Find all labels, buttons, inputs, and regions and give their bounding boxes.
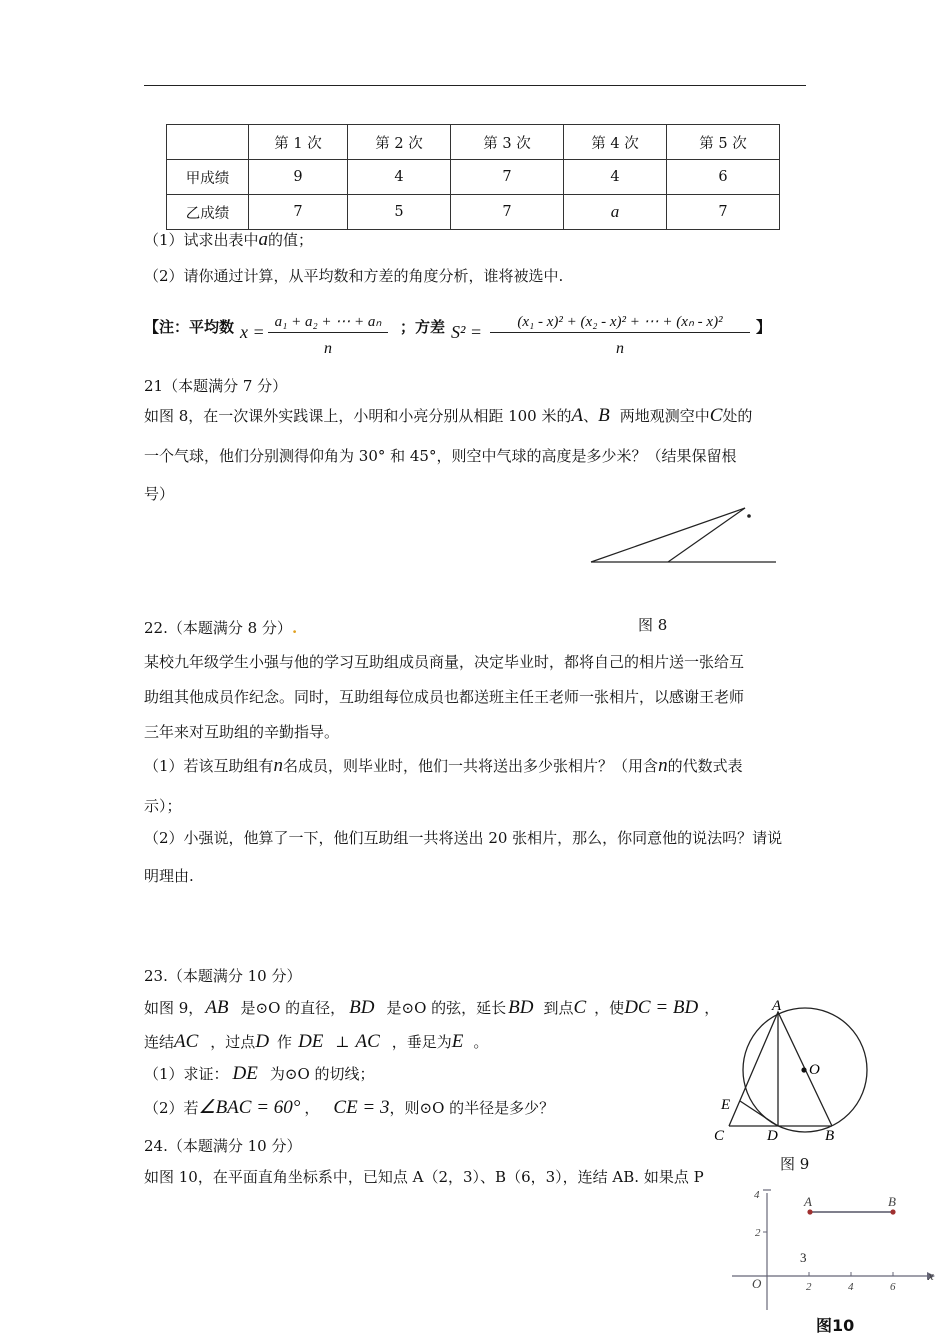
point-a [807, 1209, 812, 1214]
table-cell: 7 [667, 195, 780, 230]
table-header-cell: 第 4 次 [564, 125, 667, 160]
point-b [890, 1209, 895, 1214]
table-cell: 9 [249, 160, 348, 195]
origin-label: O [752, 1276, 762, 1291]
variance-numerator: (x₁ - x)² + (x₂ - x)² + ⋯ + (xₙ - x)² [490, 312, 750, 333]
q20-part1: （1）试求出表中a的值； [144, 229, 314, 250]
note-open: 【注：平均数 [144, 318, 235, 336]
q22-line2: 助组其他成员作纪念。同时，互助组每位成员也都送班主任王老师一张相片，以感谢王老师 [144, 688, 745, 706]
q23-title: 23.（本题满分 10 分） [144, 967, 302, 985]
table-cell: 7 [249, 195, 348, 230]
y-label-2: 2 [755, 1227, 761, 1239]
q21-title: 21（本题满分 7 分） [144, 377, 288, 395]
label-o: O [809, 1062, 820, 1078]
table-header-cell: 第 5 次 [667, 125, 780, 160]
label-point-a: A [804, 1194, 812, 1209]
q23-part2: （2）若∠BAC = 60° ， CE = 3，则⊙O 的半径是多少？ [144, 1097, 555, 1118]
label-a: A [772, 998, 782, 1014]
variance-lhs: S² = [451, 322, 483, 342]
x-axis-label: x [928, 1268, 934, 1283]
x-label-6: 6 [890, 1281, 896, 1293]
q22-part2: （2）小强说，他算了一下，他们互助组一共将送出 20 张相片，那么，你同意他的说法吗？请说 [144, 829, 783, 847]
table-cell-unknown: a [564, 195, 667, 230]
table-cell: 5 [348, 195, 451, 230]
label-b: B [825, 1128, 835, 1144]
q22-line1: 某校九年级学生小强与他的学习互助组成员商量，决定毕业时，都将自己的相片送一张给互 [144, 653, 745, 671]
variance-denominator: n [616, 340, 624, 357]
y-label-4: 4 [754, 1189, 760, 1201]
figure-10-caption: 图10 [816, 1316, 855, 1335]
label-d: D [767, 1128, 778, 1144]
x-label-2: 2 [806, 1281, 812, 1293]
q22-title: 22.（本题满分 8 分）. [144, 619, 298, 637]
label-e: E [721, 1097, 731, 1113]
table-cell: 7 [451, 195, 564, 230]
table-header-cell: 第 3 次 [451, 125, 564, 160]
variance-label: ；方差 [400, 318, 446, 336]
q21-line2: 一个气球，他们分别测得仰角为 30° 和 45°，则空中气球的高度是多少米？（结果保留根 [144, 447, 737, 465]
q22-part2-cont: 明理由. [144, 867, 194, 885]
mean-lhs: x = [240, 322, 265, 342]
table-cell: 6 [667, 160, 780, 195]
q23-part1: （1）求证： DE 为⊙O 的切线； [144, 1063, 375, 1084]
label-three: 3 [800, 1250, 807, 1265]
row-label: 乙成绩 [167, 195, 249, 230]
figure-9-caption: 图 9 [780, 1155, 810, 1173]
q22-part1: （1）若该互助组有n名成员，则毕业时，他们一共将送出多少张相片？（用含n的代数式表 [144, 755, 743, 776]
table-cell: 4 [348, 160, 451, 195]
q24-title: 24.（本题满分 10 分） [144, 1137, 302, 1155]
figure-8-caption: 图 8 [638, 616, 668, 634]
q21-line1: 如图 8，在一次课外实践课上，小明和小亮分别从相距 100 米的A、B 两地观测空中C处的 [144, 405, 753, 426]
row-label: 甲成绩 [167, 160, 249, 195]
table-header-cell: 第 2 次 [348, 125, 451, 160]
mean-numerator: a₁ + a₂ + ⋯ + aₙ [268, 312, 388, 333]
q24-line1: 如图 10，在平面直角坐标系中，已知点 A（2，3）、B（6，3），连结 AB. 如果点 P [144, 1168, 704, 1186]
x-label-4: 4 [848, 1281, 854, 1293]
mean-denominator: n [324, 340, 332, 357]
accent-dot: . [291, 619, 298, 637]
q22-part1-cont: 示）； [144, 797, 182, 815]
label-point-b: B [888, 1194, 896, 1209]
q20-part2: （2）请你通过计算，从平均数和方差的角度分析，谁将被选中. [144, 267, 564, 285]
table-header-cell: 第 1 次 [249, 125, 348, 160]
label-c: C [714, 1128, 725, 1144]
table-cell: 4 [564, 160, 667, 195]
q21-line3: 号） [144, 485, 175, 503]
note-close: 】 [756, 318, 772, 336]
q22-line3: 三年来对互助组的辛勤指导。 [144, 723, 340, 741]
q23-line1: 如图 9， AB 是⊙O 的直径， BD 是⊙O 的弦，延长 BD 到点C ，使DC = BD ， [144, 997, 720, 1018]
table-cell: 7 [451, 160, 564, 195]
q23-line2: 连结AC ，过点D 作 DE ⊥ AC ，垂足为E 。 [144, 1031, 489, 1052]
